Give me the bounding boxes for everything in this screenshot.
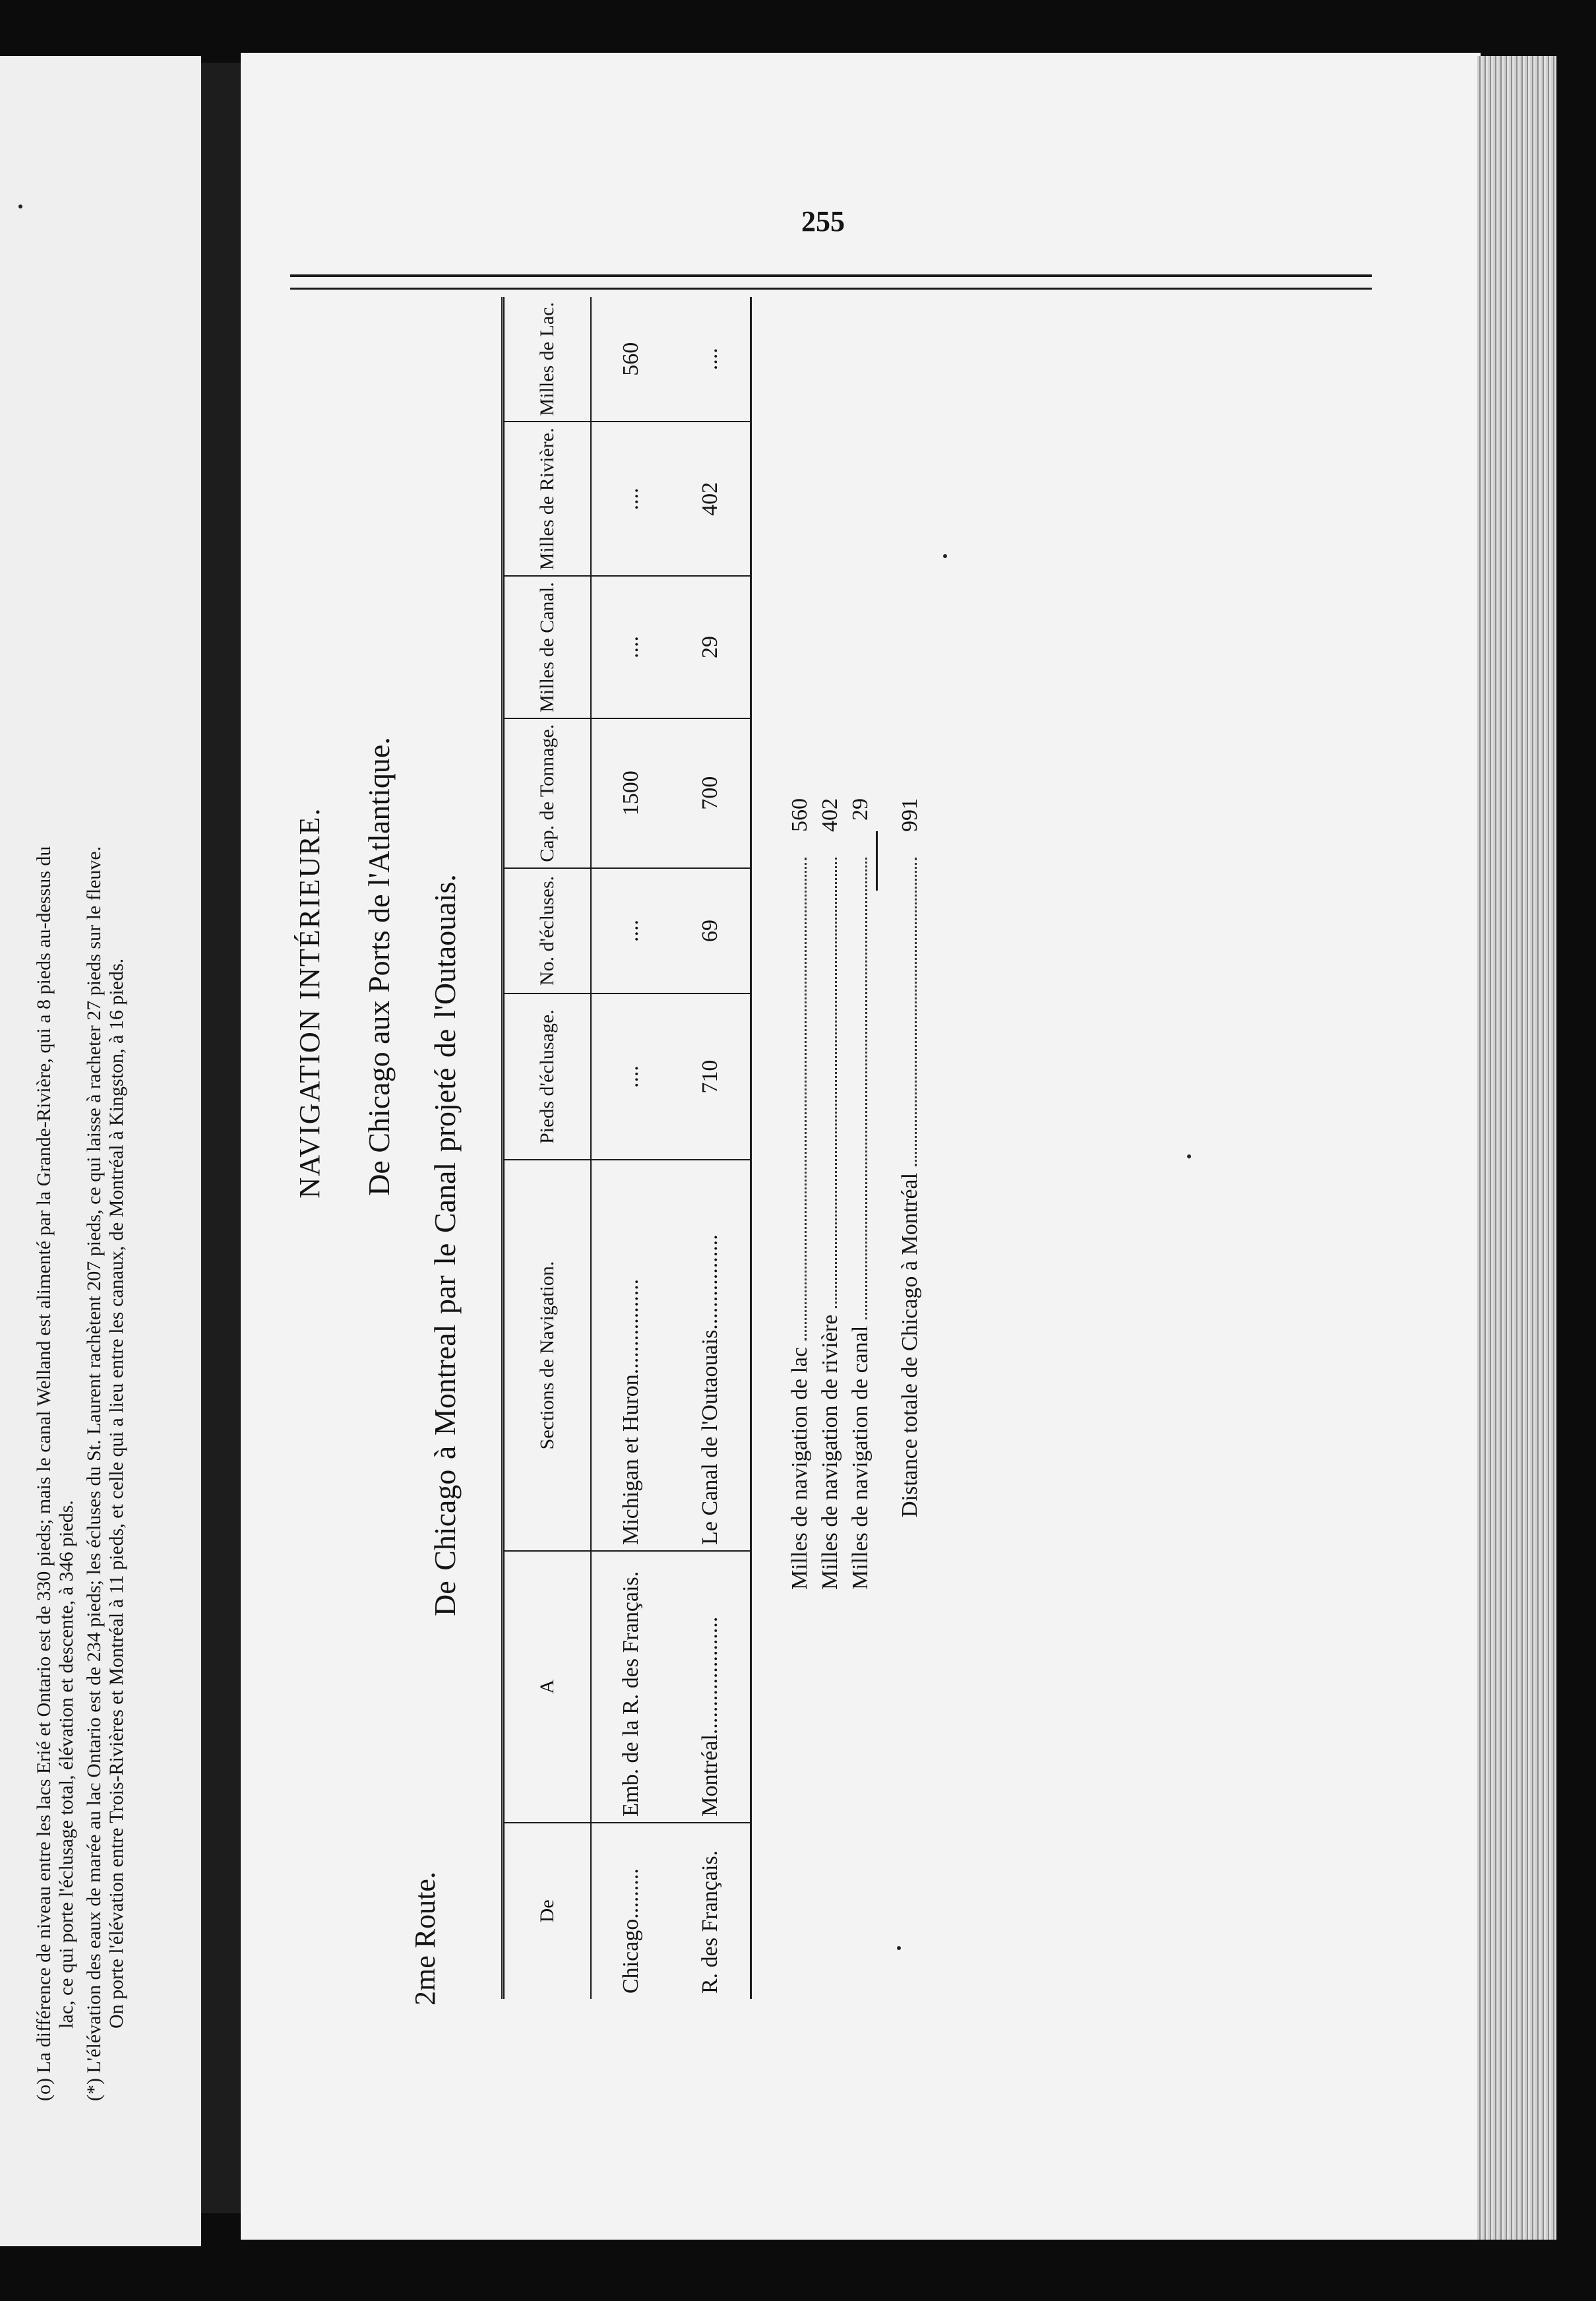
- table-header-row: [503, 297, 592, 1999]
- book-gutter: [201, 63, 241, 2213]
- left-page: [0, 56, 201, 2246]
- cell-canal: ....: [591, 576, 671, 718]
- summary-row-lac: [785, 798, 815, 1590]
- footnote-a-line2: lac, ce qui porte l'éclusage total, élévation et descente, à 346 pieds.: [55, 1500, 77, 2029]
- cell-pieds: ....: [591, 993, 671, 1160]
- cell-lac: 560: [591, 297, 671, 422]
- header-sections: Sections de Navigation.: [503, 1160, 592, 1551]
- summary-label: Milles de navigation de lac: [787, 1346, 812, 1590]
- cell-section: Michigan et Huron.................: [591, 1160, 671, 1551]
- total-value: 991: [898, 798, 922, 832]
- summary-label: Milles de navigation de canal: [848, 1325, 873, 1590]
- cell-canal: 29: [671, 576, 751, 718]
- paper-speck: [18, 205, 22, 208]
- cell-tonnage: 1500: [591, 718, 671, 868]
- leader-dots: [914, 858, 917, 1166]
- cell-riviere: 402: [671, 422, 751, 577]
- leader-dots: [834, 858, 837, 1308]
- footnote-a-line1: (o) La différence de niveau entre les lacs Erié et Ontario est de 330 pieds; mais le canal Welland est alimenté par la Grande-Rivière, qui a 8 pieds au-dessus du: [33, 846, 55, 2101]
- paper-speck: [1187, 1154, 1191, 1158]
- cell-ecluses: ....: [591, 868, 671, 993]
- cell-de: Chicago.........: [618, 1868, 643, 1994]
- header-lac: Milles de Lac.: [503, 297, 592, 422]
- paper-speck: [943, 554, 947, 558]
- header-de: De: [503, 1823, 592, 1999]
- header-a: A: [503, 1551, 592, 1823]
- cell-section: Le Canal de l'Outaouais.................: [671, 1160, 751, 1551]
- total-label: Distance totale de Chicago à Montréal: [898, 1172, 922, 1517]
- page-edge: [1477, 56, 1556, 2240]
- summary-value: 560: [787, 798, 812, 832]
- cell-de: R. des Français.: [697, 1850, 722, 1994]
- header-pieds: Pieds d'éclusage.: [503, 993, 592, 1160]
- cell-ecluses: 69: [671, 868, 751, 993]
- header-canal: Milles de Canal.: [503, 576, 592, 718]
- cell-riviere: ....: [591, 422, 671, 577]
- route-label: 2me Route.: [409, 1872, 441, 2005]
- subtitle-route: De Chicago à Montreal par le Canal projeté de l'Outaouais.: [428, 874, 462, 1616]
- summary-row-canal: [845, 798, 876, 1590]
- footnote-b-line2: On porte l'élévation entre Trois-Rivières et Montréal à 11 pieds, et celle qui a lieu entre les canaux, de Montréal à Kingston, à 16 pieds.: [106, 958, 127, 2029]
- footnote-b-line1: (*) L'élévation des eaux de marée au lac Ontario est de 234 pieds; les écluses du St. Laurent rachètent 207 pieds, ce qui laisse à racheter 27 pieds sur le fleuve.: [83, 846, 105, 2101]
- paper-speck: [897, 1946, 901, 1950]
- summary-row-total: [895, 798, 925, 1590]
- page-number: 255: [801, 205, 845, 237]
- page-title: NAVIGATION INTÉRIEURE.: [293, 807, 326, 1199]
- table-row: [671, 297, 751, 1999]
- header-riviere: Milles de Rivière.: [503, 422, 592, 577]
- header-tonnage: Cap. de Tonnage.: [503, 718, 592, 868]
- cell-lac: ....: [671, 297, 751, 422]
- cell-tonnage: 700: [671, 718, 751, 868]
- summary-value: 402: [818, 798, 842, 832]
- leader-dots: [804, 858, 807, 1340]
- cell-pieds: 710: [671, 993, 751, 1160]
- summary-label: Milles de navigation de rivière: [818, 1314, 842, 1590]
- leader-dots: [865, 858, 867, 1319]
- header-ecluses: No. d'écluses.: [503, 868, 592, 993]
- summary-value: 29: [848, 798, 873, 821]
- mileage-summary: [785, 798, 976, 1590]
- navigation-table: [501, 297, 752, 1999]
- summary-row-riviere: [815, 798, 845, 1590]
- table-row: [591, 297, 671, 1999]
- footnotes: [33, 353, 125, 2101]
- sum-rule: [876, 831, 895, 891]
- cell-a: Montréal.....................: [671, 1551, 751, 1823]
- subtitle: De Chicago aux Ports de l'Atlantique.: [362, 737, 396, 1196]
- cell-a: Emb. de la R. des Français.: [591, 1551, 671, 1823]
